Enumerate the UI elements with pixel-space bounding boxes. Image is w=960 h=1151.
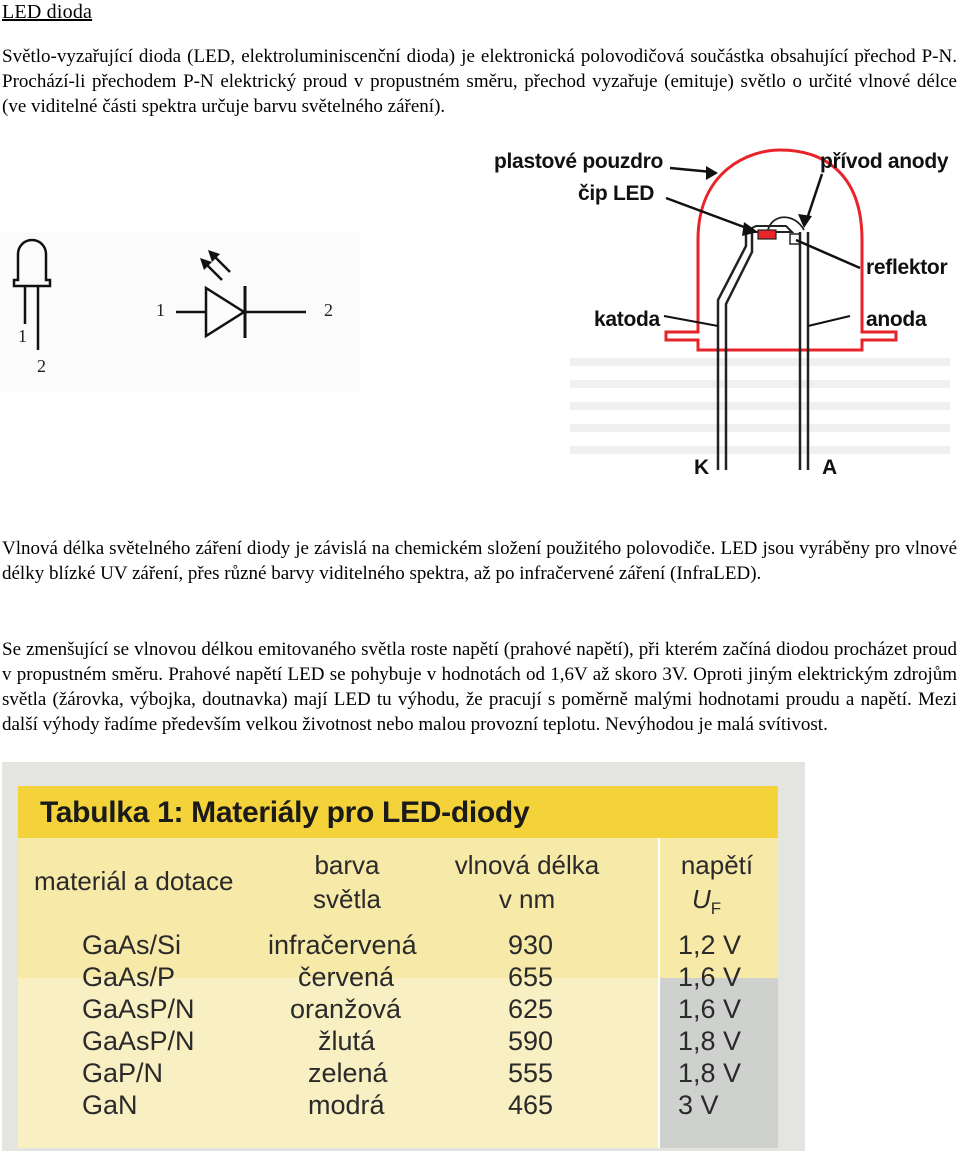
header-voltage-symbol: $U_F$: [692, 884, 722, 919]
table-cell-wavelength: 555: [508, 1058, 554, 1088]
table-cell-wavelength: 625: [508, 994, 554, 1024]
header-color-line2: světla: [313, 884, 381, 914]
table-cell-wavelength: 465: [508, 1090, 554, 1120]
led-construction-figure: [490, 140, 958, 490]
label-a: A: [822, 456, 837, 479]
pin-label-1: 1: [18, 326, 27, 346]
table-cell-voltage: 1,2 V: [678, 930, 742, 960]
table-cell-wavelength: 590: [508, 1026, 554, 1056]
header-wavelength-line2: v nm: [498, 884, 556, 914]
table-cell-color: žlutá: [318, 1026, 376, 1056]
page-title: LED dioda: [2, 1, 93, 23]
header-voltage-line1: napětí: [680, 850, 754, 880]
led-symbol-figure: [0, 232, 360, 392]
table-cell-color: červená: [298, 962, 395, 992]
table-cell-wavelength: 930: [508, 930, 554, 960]
label-anode: anoda: [866, 308, 927, 331]
table-cell-material: GaAs/P: [82, 962, 176, 992]
label-k: K: [694, 456, 709, 479]
led-package-outline: [14, 240, 50, 286]
led-symbol-svg: [0, 232, 360, 392]
table-cell-color: zelená: [308, 1058, 388, 1088]
table-cell-voltage: 1,8 V: [678, 1026, 742, 1056]
header-material: materiál a dotace: [34, 866, 234, 896]
intro-paragraph: Světlo-vyzařující dioda (LED, elektroluminiscenční dioda) je elektronická polovodičová součástka obsahující přechod P-N. Prochází-li přechodem P-N elektrický proud v propustném směru, přechod vyzařuje (emituje) světlo o určité vlnové délce (ve viditelné části spektra určuje barvu světelného záření).: [2, 46, 957, 117]
label-anode-lead: přívod anody: [820, 150, 949, 173]
label-reflector: reflektor: [866, 256, 948, 279]
table-cell-voltage: 1,6 V: [678, 994, 742, 1024]
pin-label-2: 2: [37, 356, 46, 376]
led-chip: [758, 230, 776, 239]
diode-triangle: [206, 288, 244, 336]
table-cell-wavelength: 655: [508, 962, 554, 992]
bond-wire: [768, 217, 804, 230]
label-cathode: katoda: [594, 308, 660, 331]
wavelength-paragraph: Vlnová délka světelného záření diody je závislá na chemickém složení použitého polovodiče. LED jsou vyráběny pro vlnové délky blízké UV záření, přes různé barvy viditelného spektra, až po infračervené záření (InfraLED).: [2, 538, 957, 584]
header-color-line1: barva: [314, 850, 380, 880]
table-cell-voltage: 3 V: [678, 1090, 719, 1120]
table-cell-color: oranžová: [290, 994, 402, 1024]
table-cell-voltage: 1,6 V: [678, 962, 742, 992]
table-title: Tabulka 1: Materiály pro LED-diody: [40, 796, 530, 829]
led-housing: [666, 150, 896, 350]
table-cell-voltage: 1,8 V: [678, 1058, 742, 1088]
header-voltage-subscript: F: [710, 899, 722, 919]
label-chip: čip LED: [578, 182, 655, 205]
voltage-paragraph: Se zmenšující se vlnovou délkou emitovaného světla roste napětí (prahové napětí), při kterém začíná diodou procházet proud v propustném směru. Prahové napětí LED se pohybuje v hodnotách od 1,6V až skoro 3V. Oproti jiným elektrickým zdrojům světla (žárovka, výbojka, doutnavka) mají LED tu výhodu, že pracují s poměrně malými hodnotami proudu a napětí. Mezi další výhody řadíme především velkou životnost nebo malou provozní teplotu. Nevýhodou je malá svítivost.: [2, 639, 957, 735]
header-wavelength-line1: vlnová délka: [454, 850, 600, 880]
table-cell-material: GaN: [82, 1090, 138, 1120]
table-cell-color: infračervená: [268, 930, 417, 960]
table-cell-material: GaAs/Si: [82, 930, 182, 960]
table-cell-material: GaP/N: [82, 1058, 164, 1088]
table-cell-material: GaAsP/N: [82, 1026, 195, 1056]
table-column-divider: [658, 838, 660, 1148]
label-housing: plastové pouzdro: [494, 150, 664, 173]
materials-table: [2, 762, 805, 1151]
terminal-label-2: 2: [324, 300, 333, 320]
table-cell-color: modrá: [308, 1090, 385, 1120]
terminal-label-1: 1: [156, 300, 165, 320]
table-cell-material: GaAsP/N: [82, 994, 195, 1024]
